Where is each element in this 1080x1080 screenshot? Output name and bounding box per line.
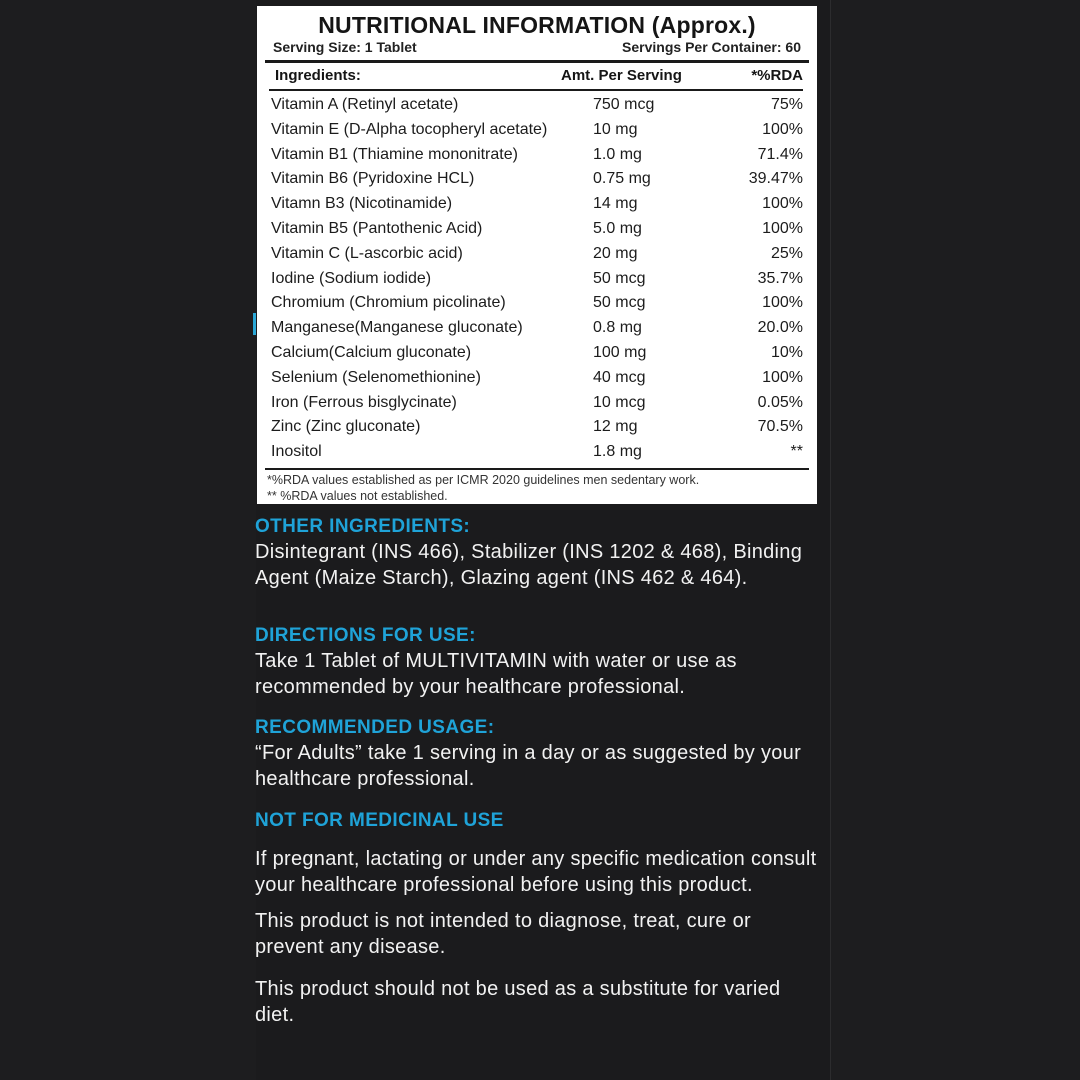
rda-cell: 39.47% [748, 170, 803, 188]
rda-cell: 10% [770, 343, 803, 361]
directions-text: Take 1 Tablet of MULTIVITAMIN with water or use as recommended by your healthcare professional. [255, 650, 737, 698]
other-ingredients-text: Disintegrant (INS 466), Stabilizer (INS 1202 & 468), Binding Agent (Maize Starch), Glazing agent (INS 462 & 464). [255, 541, 803, 589]
ingredient-cell: Iron (Ferrous bisglycinate) [271, 393, 457, 411]
directions-section [255, 624, 825, 700]
table-row [271, 391, 803, 416]
nutrition-title: NUTRITIONAL INFORMATION (Approx.) [318, 12, 756, 38]
table-row [271, 118, 803, 143]
amount-cell: 40 mcg [593, 368, 646, 386]
amount-cell: 10 mcg [593, 393, 646, 411]
rda-cell: 0.05% [757, 393, 803, 411]
warning-section [255, 809, 825, 1028]
table-header [265, 63, 809, 89]
disease-disclaimer-text: This product is not intended to diagnose, treat, cure or prevent any disease. [255, 910, 751, 958]
servings-per-container: Servings Per Container: 60 [622, 39, 801, 55]
pregnancy-warning-text: If pregnant, lactating or under any specific medication consult your healthcare professional before using this product. [255, 848, 817, 896]
rda-cell: 100% [762, 219, 803, 237]
left-dark-panel [0, 0, 256, 1080]
amount-cell: 50 mcg [593, 294, 646, 312]
table-row [271, 366, 803, 391]
serving-size: Serving Size: 1 Tablet [273, 39, 417, 55]
rda-cell: 70.5% [757, 418, 803, 436]
rda-cell: 100% [762, 294, 803, 312]
amount-cell: 1.0 mg [593, 145, 642, 163]
footnote-not-established: ** %RDA values not established. [267, 488, 448, 503]
ingredient-cell: Vitamin C (L-ascorbic acid) [271, 244, 463, 262]
table-row [271, 415, 803, 440]
ingredient-cell: Vitamin B6 (Pyridoxine HCL) [271, 170, 475, 188]
serving-info [265, 38, 809, 56]
rda-cell: 100% [762, 120, 803, 138]
ingredient-cell: Manganese(Manganese gluconate) [271, 319, 523, 337]
amount-cell: 12 mg [593, 418, 638, 436]
other-ingredients-heading: OTHER INGREDIENTS: [255, 516, 471, 537]
amount-cell: 20 mg [593, 244, 638, 262]
amount-cell: 5.0 mg [593, 219, 642, 237]
amount-cell: 50 mcg [593, 269, 646, 287]
recommended-usage-text: “For Adults” take 1 serving in a day or as suggested by your healthcare professional. [255, 742, 802, 790]
rda-cell: 71.4% [757, 145, 803, 163]
ingredient-cell: Chromium (Chromium picolinate) [271, 294, 506, 312]
divider [265, 468, 809, 470]
rda-cell: 75% [770, 96, 803, 113]
other-ingredients-section [255, 515, 825, 591]
ingredient-cell: Zinc (Zinc gluconate) [271, 418, 421, 436]
ingredient-cell: Inositol [271, 443, 322, 461]
ingredient-cell: Vitamn B3 (Nicotinamide) [271, 195, 453, 213]
table-row [271, 291, 803, 316]
ingredient-cell: Iodine (Sodium iodide) [271, 269, 432, 287]
amount-cell: 14 mg [593, 195, 638, 213]
right-dark-panel [830, 0, 1080, 1080]
substitute-disclaimer-text: This product should not be used as a substitute for varied diet. [255, 978, 781, 1026]
amount-cell: 10 mg [593, 120, 638, 138]
amount-cell: 100 mg [593, 343, 647, 361]
recommended-usage-heading: RECOMMENDED USAGE: [255, 717, 495, 738]
table-row [271, 440, 803, 465]
amount-cell: 750 mcg [593, 96, 655, 113]
table-row [271, 267, 803, 292]
not-for-medicinal-use-heading: NOT FOR MEDICINAL USE [255, 810, 504, 831]
ingredient-cell: Vitamin E (D-Alpha tocopheryl acetate) [271, 120, 548, 138]
table-row [271, 192, 803, 217]
header-rda: *%RDA [751, 67, 803, 84]
rda-cell: 25% [770, 244, 803, 262]
accent-marker [253, 313, 256, 335]
table-row [271, 143, 803, 168]
ingredient-cell: Vitamin A (Retinyl acetate) [271, 96, 459, 113]
amount-cell: 1.8 mg [593, 443, 642, 461]
table-row [271, 167, 803, 192]
rda-cell: 20.0% [757, 319, 803, 337]
rda-cell: 100% [762, 195, 803, 213]
table-row [271, 93, 803, 118]
nutrition-table-body [265, 91, 809, 465]
amount-cell: 0.8 mg [593, 319, 642, 337]
ingredient-cell: Selenium (Selenomethionine) [271, 368, 481, 386]
ingredient-cell: Vitamin B1 (Thiamine mononitrate) [271, 145, 518, 163]
table-row [271, 217, 803, 242]
table-row [271, 316, 803, 341]
recommended-usage-section [255, 716, 825, 792]
table-row [271, 341, 803, 366]
header-amount: Amt. Per Serving [561, 67, 682, 84]
rda-cell: 100% [762, 368, 803, 386]
table-row [271, 242, 803, 267]
rda-cell: 35.7% [757, 269, 803, 287]
directions-heading: DIRECTIONS FOR USE: [255, 625, 476, 646]
header-ingredients: Ingredients: [275, 67, 361, 84]
amount-cell: 0.75 mg [593, 170, 651, 188]
ingredient-cell: Vitamin B5 (Pantothenic Acid) [271, 219, 483, 237]
nutrition-facts-panel [257, 6, 817, 504]
footnote-rda: *%RDA values established as per ICMR 2020 guidelines men sedentary work. [267, 472, 700, 487]
ingredient-cell: Calcium(Calcium gluconate) [271, 343, 472, 361]
rda-cell: ** [790, 443, 803, 461]
